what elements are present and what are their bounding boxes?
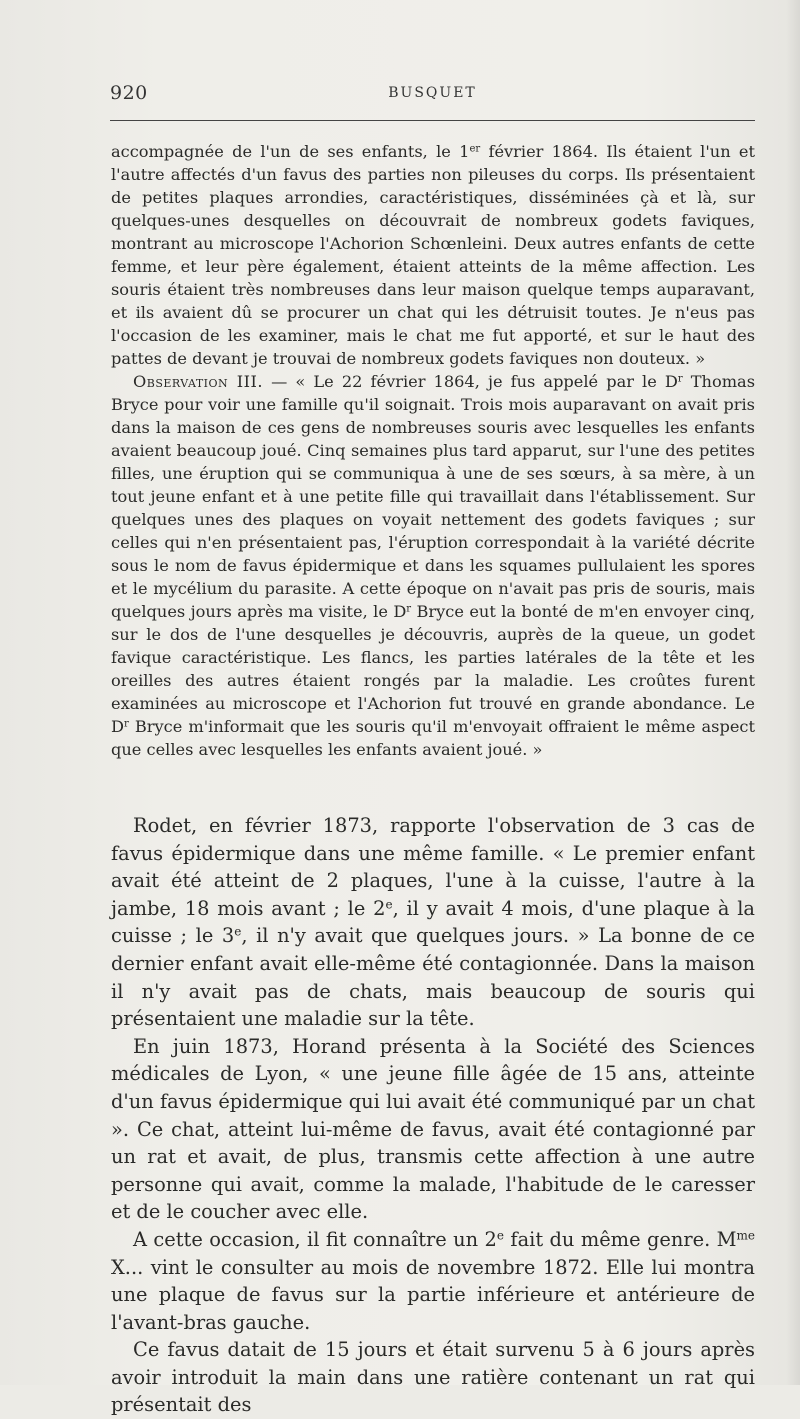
superscript: r [677,373,683,385]
quoted-observation-block [111,140,755,761]
page-number: 920 [110,82,148,104]
text-run: fait du même genre. M [504,1227,737,1251]
observation-continuation-paragraph [111,140,755,370]
superscript: er [469,143,481,155]
text-run: Bryce m'informait que les souris qu'il m'envoyait offraient le même aspect que celles avec lesquelles les enfants avaient joué. » [111,717,755,759]
text-run: février 1864. Ils étaient l'un et l'autre affectés d'un favus des parties non pileuses du corps. Ils présentaient de petites plaques arrondies, caractéristiques, disséminées çà et là, sur quelques-unes desquelles on découvrait de nombreux godets faviques, montrant au microscope l'Achorion Schœnleini. Deux autres enfants de cette femme, et leur père également, étaient atteints de la même affection. Les souris étaient très nombreuses dans leur maison quelque temps auparavant, et ils avaient dû se procurer un chat qui les détruisit toutes. Je n'eus pas l'occasion de les examiner, mais le chat me fut apporté, et sur le haut des pattes de devant je trouvai de nombreux godets faviques non douteux. » [111,142,756,368]
text-run: — « Le 22 février 1864, je fus appelé par le D [263,372,678,391]
header-rule [110,120,755,121]
running-head: BUSQUET [388,85,477,101]
observation-label: Observation III. [133,372,264,391]
text-run: accompagnée de l'un de ses enfants, le 1 [111,142,470,161]
page-edge-shadow [786,0,800,1385]
body-text-block [111,812,755,1419]
superscript: e [385,897,393,912]
text-run: X... vint le consulter au mois de novembre 1872. Elle lui montra une plaque de favus sur la partie inférieure et antérieure de l'avant-bras gauche. [111,1255,755,1334]
text-run: , il n'y avait que quelques jours. » La bonne de ce dernier enfant avait elle-même été contagionnée. Dans la maison il n'y avait pas de chats, mais beaucoup de souris qui présentaient une maladie sur la tête. [111,924,756,1031]
text-run: Rodet, en février 1873, rapporte l'observation de 3 cas de favus épidermique dans une même famille. « Le premier enfant avait été atteint de 2 plaques, l'une à la cuisse, l'autre à la jambe, 18 mois avant ; le 2 [111,814,755,920]
superscript: r [123,718,129,730]
page-header [110,82,755,108]
superscript: me [736,1228,755,1243]
rodet-paragraph [111,812,755,1033]
observation-iii-paragraph [111,370,755,761]
superscript: e [496,1228,504,1243]
superscript: e [234,924,242,939]
text-run: Bryce eut la bonté de m'en envoyer cinq, sur le dos de l'une desquelles je découvris, auprès de la queue, un godet favique caractéristique. Les flancs, les parties latérales de la tête et les oreilles des autres étaient rongés par la maladie. Les croûtes furent examinées au microscope et l'Achorion fut trouvé en grande abondance. Le D [111,602,755,736]
text-run: Thomas Bryce pour voir une famille qu'il soignait. Trois mois auparavant on avait pris dans la maison de ces gens de nombreuses souris avec lesquelles les enfants avaient beaucoup joué. Cinq semaines plus tard apparut, sur l'une des petites filles, une éruption qui se communiqua à une de ses sœurs, à sa mère, à un tout jeune enfant et à une petite fille qui travaillait dans l'établissement. Sur quelques unes des plaques on voyait nettement des godets faviques ; sur celles qui n'en présentaient pas, l'éruption correspondait à la variété décrite sous le nom de favus épidermique et dans les squames pullulaient les spores et le mycélium du parasite. A cette époque on n'avait pas pris de souris, mais quelques jours après ma visite, le D [111,372,756,621]
favus-duration-paragraph: Ce favus datait de 15 jours et était survenu 5 à 6 jours après avoir introduit la main dans une ratière contenant un rat qui présentait des [111,1338,755,1417]
text-run: , il y avait 4 mois, d'une plaque à la cuisse ; le 3 [111,896,755,948]
text-run: A cette occasion, il fit connaître un 2 [133,1227,497,1251]
superscript: r [406,603,412,615]
horand-paragraph: En juin 1873, Horand présenta à la Société des Sciences médicales de Lyon, « une jeune fille âgée de 15 ans, atteinte d'un favus épidermique qui lui avait été communiqué par un chat ». Ce chat, atteint lui-même de favus, avait été contagionné par un rat et avait, de plus, transmis cette affection à une autre personne qui avait, comme la malade, l'habitude de le caresser et de le coucher avec elle. [111,1034,755,1224]
second-case-paragraph [111,1226,755,1336]
